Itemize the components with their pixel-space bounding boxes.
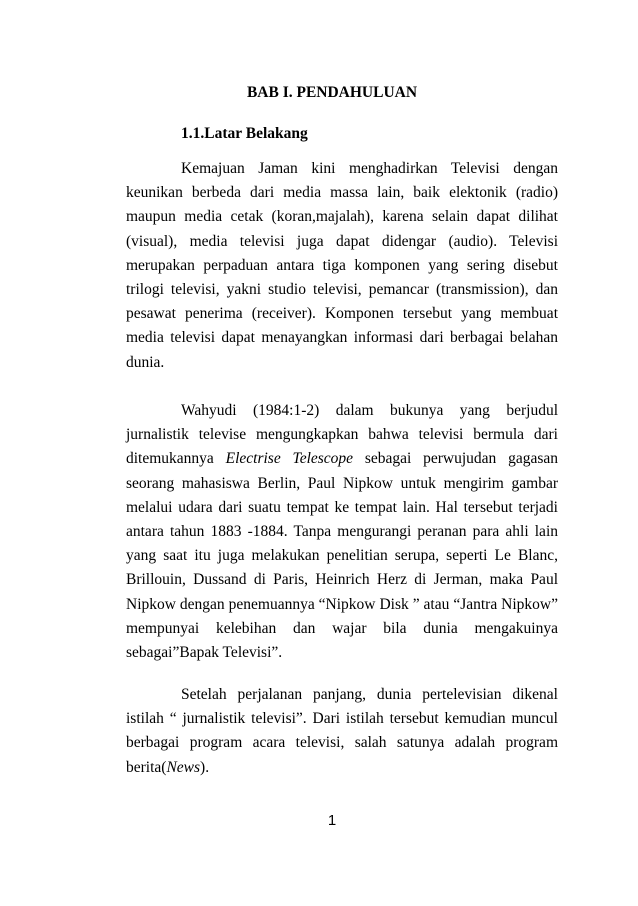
paragraph-2 <box>126 399 558 665</box>
chapter-title: BAB I. PENDAHULUAN <box>246 84 418 101</box>
paragraph-3 <box>126 683 558 780</box>
paragraph-3-text-a: Setelah perjalanan panjang, dunia pertelevisian dikenal istilah “ jurnalistik televisi”. Dari istilah tersebut kemudian muncul berbagai program acara televisi, salah satunya adalah program berita( <box>126 686 558 776</box>
section-heading: 1.1.Latar Belakang <box>181 125 308 142</box>
paragraph-1-text: Kemajuan Jaman kini menghadirkan Televisi dengan keunikan berbeda dari media massa lain, baik elektonik (radio) maupun media cetak (koran,majalah), karena selain dapat dilihat (visual), media televisi juga dapat didengar (audio). Televisi merupakan perpaduan antara tiga komponen yang sering disebut trilogi televisi, yakni studio televisi, pemancar (transmission), dan pesawat penerima (receiver). Komponen tersebut yang membuat media televisi dapat menayangkan informasi dari berbagai belahan dunia. <box>126 160 558 371</box>
paragraph-3-text-b: ). <box>200 758 210 776</box>
paragraph-2-text-a: Wahyudi (1984:1-2) dalam bukunya yang berjudul jurnalistik televise mengungkapkan bahwa televisi bermula dari ditemukannya <box>126 402 558 468</box>
paragraph-2-italic: Electrise Telescope <box>225 450 354 468</box>
page-number: 1 <box>327 812 337 829</box>
paragraph-3-italic: News <box>166 758 201 776</box>
paragraph-1 <box>126 157 558 375</box>
paragraph-2-text-b: sebagai perwujudan gagasan seorang mahasiswa Berlin, Paul Nipkow untuk mengirim gambar melalui udara dari suatu tempat ke tempat lain. Hal tersebut terjadi antara tahun 1883 -1884. Tanpa mengurangi peranan para ahli lain yang saat itu juga melakukan penelitian serupa, seperti Le Blanc, Brillouin, Dussand di Paris, Heinrich Herz di Jerman, maka Paul Nipkow dengan penemuannya “Nipkow Disk ” atau “Jantra Nipkow” mempunyai kelebihan dan wajar bila dunia mengakuinya sebagai”Bapak Televisi”. <box>126 450 558 662</box>
